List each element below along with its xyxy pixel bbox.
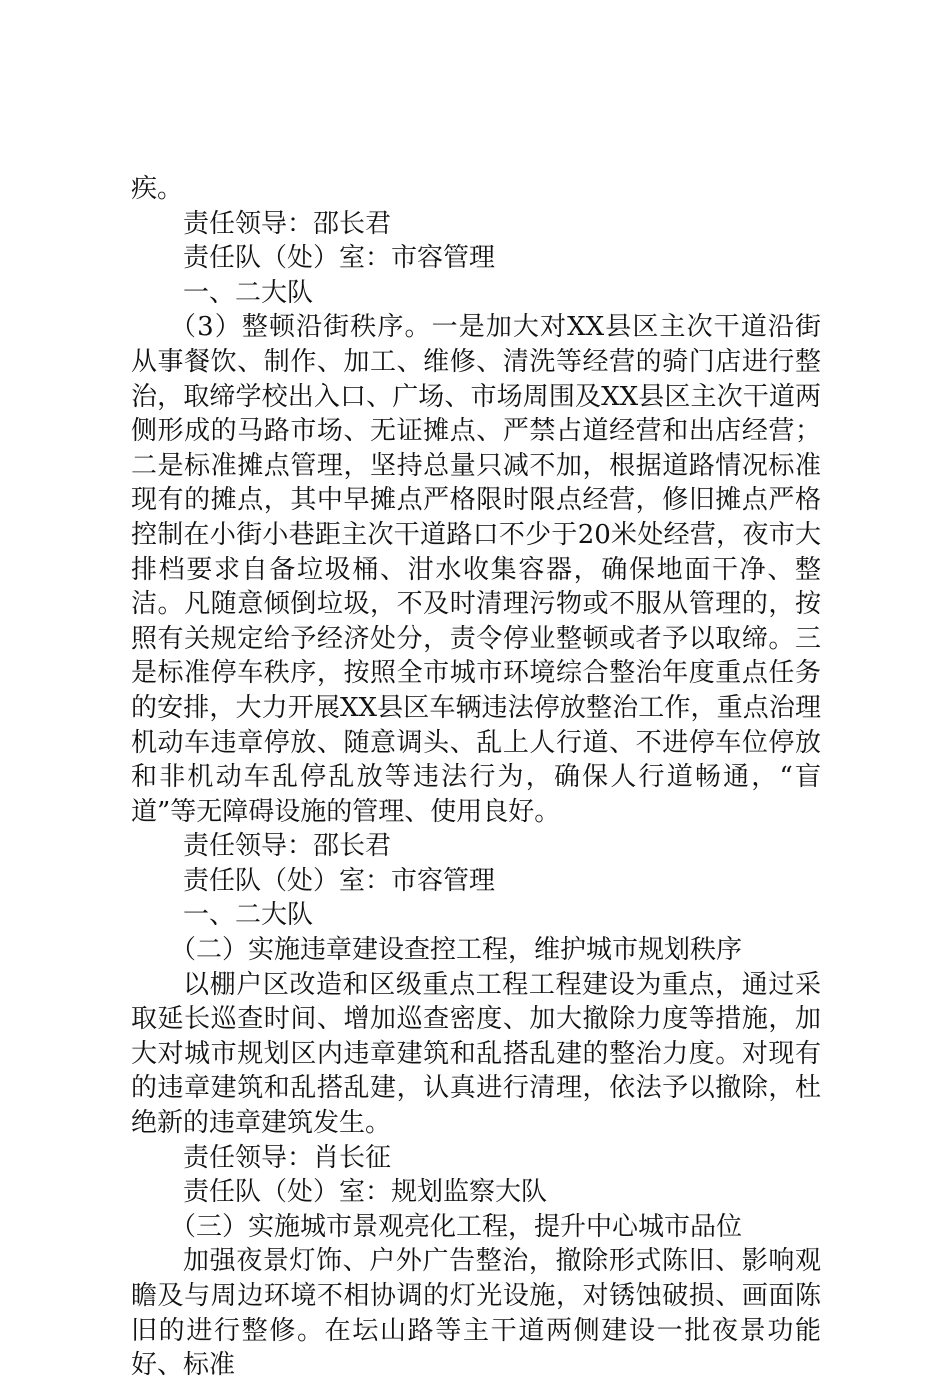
responsible-office: 责任队（处）室：规划监察大队 [183,1177,548,1208]
responsible-teams: 一、二大队 [183,277,314,308]
document-body [131,172,821,1383]
section-street-order: （3）整顿沿街秩序。一是加大对XX县区主次干道沿街从事餐饮、制作、加工、维修、清洗等经营的骑门店进行整治，取缔学校出入口、广场、市场周围及XX县区主次干道两侧形成的马路市场、无证摊点、严禁占道经营和出店经营；二是标准摊点管理，坚持总量只减不加，根据道路情况标准现有的摊点，其中早摊点严格限时限点经营，修旧摊点严格控制在小街小巷距主次干道路口不少于20米处经营，夜市大排档要求自备垃圾桶、泔水收集容器，确保地面干净、整洁。凡随意倾倒垃圾，不及时清理污物或不服从管理的，按照有关规定给予经济处分，责令停业整顿或者予以取缔。三是标准停车秩序，按照全市城市环境综合整治年度重点任务的安排，大力开展XX县区车辆违法停放整治工作，重点治理机动车违章停放、随意调头、乱上人行道、不进停车位停放和非机动车乱停乱放等违法行为，确保人行道畅通，“盲道”等无障碍设施的管理、使用良好。 [131,312,821,827]
responsible-leader: 责任领导：邵长君 [183,831,392,862]
responsible-office: 责任队（处）室：市容管理 [183,865,496,896]
responsible-leader: 责任领导：肖长征 [183,1142,392,1173]
responsible-leader: 责任领导：邵长君 [183,208,392,239]
paragraph-city-lighting: 加强夜景灯饰、户外广告整治，撤除形式陈旧、影响观瞻及与周边环境不相协调的灯光设施，对锈蚀破损、画面陈旧的进行整修。在坛山路等主干道两侧建设一批夜景功能好、标准 [131,1246,821,1381]
paragraph-continuation: 疾。 [131,174,184,204]
section-heading-illegal-construction: （二）实施违章建设查控工程，维护城市规划秩序 [170,935,743,966]
responsible-office: 责任队（处）室：市容管理 [183,243,496,274]
responsible-teams: 一、二大队 [183,900,314,931]
section-heading-city-lighting: （三）实施城市景观亮化工程，提升中心城市品位 [170,1211,743,1242]
paragraph-illegal-construction: 以棚户区改造和区级重点工程工程建设为重点，通过采取延长巡查时间、增加巡查密度、加大撤除力度等措施，加大对城市规划区内违章建筑和乱搭乱建的整治力度。对现有的违章建筑和乱搭乱建，认真进行清理，依法予以撤除，杜绝新的违章建筑发生。 [131,969,821,1139]
